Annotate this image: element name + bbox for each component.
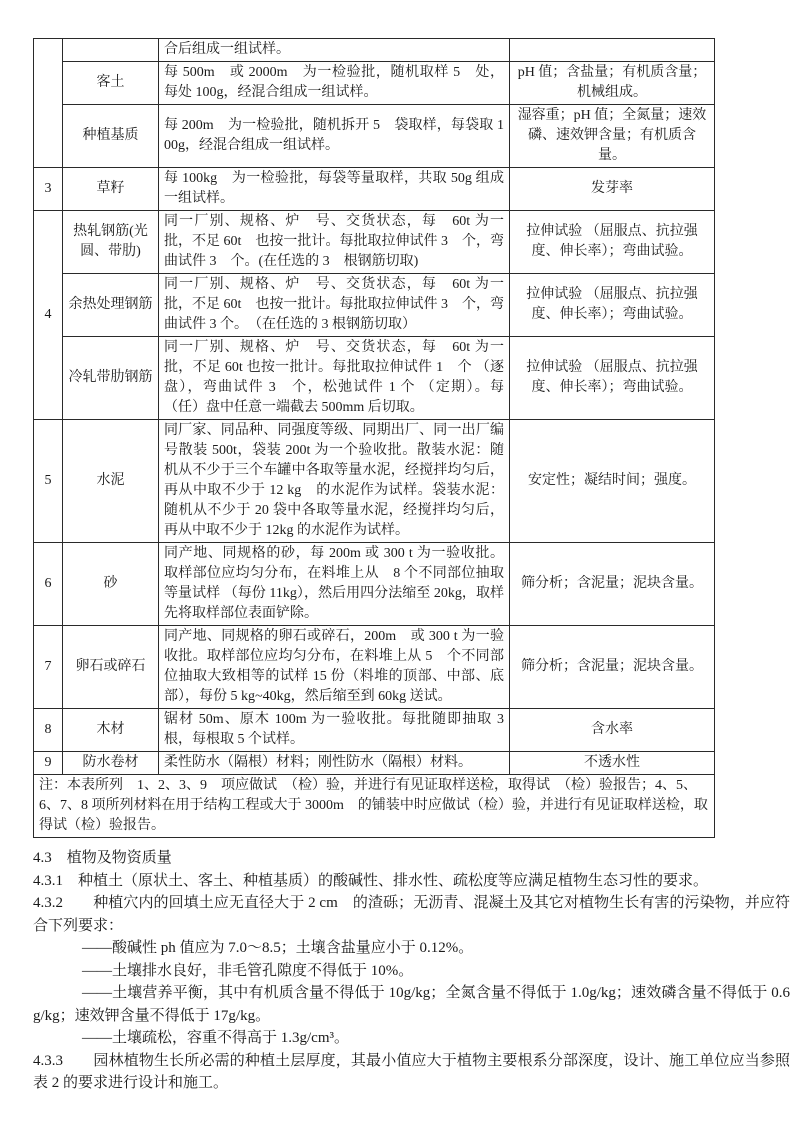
table-note: 注：本表所列 1、2、3、9 项应做试 （检）验，并进行有见证取样送检，取得试 （检）验报告；4、5、6、7、8 项所列材料在用于结构工程或大于 3000m 的铺装中时应做试（检）验，并进行有见证取样送检，取得试（检）验报告。 [34, 775, 715, 838]
materials-inspection-table [33, 38, 715, 838]
test-items-cell: 拉伸试验 （屈服点、抗拉强度、伸长率）；弯曲试验。 [510, 337, 715, 420]
table-row [34, 211, 715, 274]
test-items-cell: 拉伸试验 （屈服点、抗拉强度、伸长率）；弯曲试验。 [510, 211, 715, 274]
test-items-cell: 安定性；凝结时间；强度。 [510, 420, 715, 543]
row-number-cell: 4 [34, 211, 63, 420]
sampling-method-cell: 合后组成一组试样。 [159, 39, 510, 62]
test-items-cell: 含水率 [510, 709, 715, 752]
test-items-cell: 发芽率 [510, 168, 715, 211]
row-number-cell: 3 [34, 168, 63, 211]
clause-4-3-1: 4.3.1 种植土（原状土、客土、种植基质）的酸碱性、排水性、疏松度等应满足植物生态习性的要求。 [33, 872, 709, 889]
row-number-cell: 8 [34, 709, 63, 752]
sampling-method-cell: 同产地、同规格的砂，每 200m 或 300 t 为一验收批。取样部位应均匀分布，在料堆上从 8 个不同部位抽取等量试样 （每份 11kg），然后用四分法缩至 20kg，取样 先将取样部位表面铲除。 [159, 543, 510, 626]
table-row [34, 543, 715, 626]
table-row [34, 168, 715, 211]
test-items-cell: 筛分析；含泥量；泥块含量。 [510, 626, 715, 709]
material-name-cell: 客土 [63, 62, 159, 105]
table-row [34, 274, 715, 337]
sampling-method-cell: 每 200m 为一检验批，随机拆开 5 袋取样，每袋取 100g，经混合组成一组试样。 [159, 105, 510, 168]
row-number-cell: 7 [34, 626, 63, 709]
table-body [34, 39, 715, 838]
sampling-method-cell: 每 100kg 为一检验批，每袋等量取样，共取 50g 组成一组试样。 [159, 168, 510, 211]
clause-4-3-2-item-drainage: ——土壤排水良好，非毛管孔隙度不得低于 10%。 [82, 962, 414, 979]
row-number-cell: 6 [34, 543, 63, 626]
table-row [34, 62, 715, 105]
clause-4-3-2-item-looseness: ——土壤疏松，容重不得高于 1.3g/cm³。 [82, 1030, 349, 1046]
sampling-method-cell: 同一厂别、规格、炉 号、交货状态，每 60t 为一批，不足 60t 也按一批计。每批取拉伸试件 3 个，弯曲试件 3 个。(在任选的 3 根钢筋切取) [159, 211, 510, 274]
sampling-method-cell: 同一厂别、规格、炉 号、交货状态，每 60t 为一批，不足 60t 也按一批计。每批取拉伸试件 3 个，弯曲试件 3 个。 （在任选的 3 根钢筋切取） [159, 274, 510, 337]
test-items-cell: pH 值；含盐量；有机质含量；机械组成。 [510, 62, 715, 105]
test-items-cell [510, 39, 715, 62]
table-row [34, 709, 715, 752]
material-name-cell: 砂 [63, 543, 159, 626]
clause-4-3-2-item-ph: ——酸碱性 ph 值应为 7.0～8.5；土壤含盐量应小于 0.12%。 [82, 940, 474, 956]
table-row [34, 626, 715, 709]
material-name-cell: 卵石或碎石 [63, 626, 159, 709]
material-name-cell [63, 39, 159, 62]
material-name-cell: 木材 [63, 709, 159, 752]
material-name-cell: 种植基质 [63, 105, 159, 168]
table-note-row [34, 775, 715, 838]
test-items-cell: 筛分析；含泥量；泥块含量。 [510, 543, 715, 626]
table-row [34, 337, 715, 420]
test-items-cell: 不透水性 [510, 752, 715, 775]
material-name-cell: 水泥 [63, 420, 159, 543]
material-name-cell: 余热处理钢筋 [63, 274, 159, 337]
clause-4-3-2: 4.3.2 种植穴内的回填土应无直径大于 2 cm 的渣砾；无沥青、混凝土及其它对植物生长有害的污染物，并应符合下列要求： [33, 895, 790, 934]
test-items-cell: 湿容重；pH 值；全氮量；速效磷、速效钾含量；有机质含量。 [510, 105, 715, 168]
table-row [34, 105, 715, 168]
row-number-cell: 9 [34, 752, 63, 775]
sampling-method-cell: 每 500m 或 2000m 为一检验批，随机取样 5 处，每处 100g，经混合组成一组试样。 [159, 62, 510, 105]
clauses-section [33, 847, 790, 1095]
row-number-cell: 5 [34, 420, 63, 543]
sampling-method-cell: 同厂家、同品种、同强度等级、同期出厂、同一出厂编号散装 500t，袋装 200t 为一个验收批。散装水泥：随机从不少于三个车罐中各取等量水泥，经搅拌均匀后，再从中取不少于 12 kg 的水泥作为试样。袋装水泥：随机从不少于 20 袋中各取等量水泥，经搅拌均匀后，再从中取不少于 12kg 的水泥作为试样。 [159, 420, 510, 543]
table-row [34, 39, 715, 62]
section-heading-4-3: 4.3 植物及物资质量 [33, 850, 172, 866]
sampling-method-cell: 锯材 50m、原木 100m 为一验收批。每批随即抽取 3 根，每根取 5 个试样。 [159, 709, 510, 752]
sampling-method-cell: 同一厂别、规格、炉 号、交货状态，每 60t 为一批，不足 60t 也按一批计。每批取拉伸试件 1 个 （逐盘），弯曲试件 3 个，松弛试件 1 个 （定期）。每 （任）盘中任意一端截去 500mm 后切取。 [159, 337, 510, 420]
material-name-cell: 草籽 [63, 168, 159, 211]
row-number-cell [34, 39, 63, 168]
table-row [34, 752, 715, 775]
material-name-cell: 冷轧带肋钢筋 [63, 337, 159, 420]
material-name-cell: 热轧钢筋(光圆、带肋) [63, 211, 159, 274]
test-items-cell: 拉伸试验 （屈服点、抗拉强度、伸长率）；弯曲试验。 [510, 274, 715, 337]
table-row [34, 420, 715, 543]
sampling-method-cell: 同产地、同规格的卵石或碎石，200m 或 300 t 为一验收批。取样部位应均匀分布，在料堆上从 5 个不同部位抽取大致相等的试样 15 份（料堆的顶部、中部、底部），每份 5 kg~40kg，然后缩至到 60kg 送试。 [159, 626, 510, 709]
clause-4-3-2-item-nutrition: ——土壤营养平衡，其中有机质含量不得低于 10g/kg；全氮含量不得低于 1.0g/kg；速效磷含量不得低于 0.6g/kg；速效钾含量不得低于 17g/kg。 [33, 985, 790, 1024]
material-name-cell: 防水卷材 [63, 752, 159, 775]
clause-4-3-3: 4.3.3 园林植物生长所必需的种植土层厚度，其最小值应大于植物主要根系分部深度，设计、施工单位应当参照表 2 的要求进行设计和施工。 [33, 1052, 790, 1091]
sampling-method-cell: 柔性防水（隔根）材料；刚性防水（隔根）材料。 [159, 752, 510, 775]
